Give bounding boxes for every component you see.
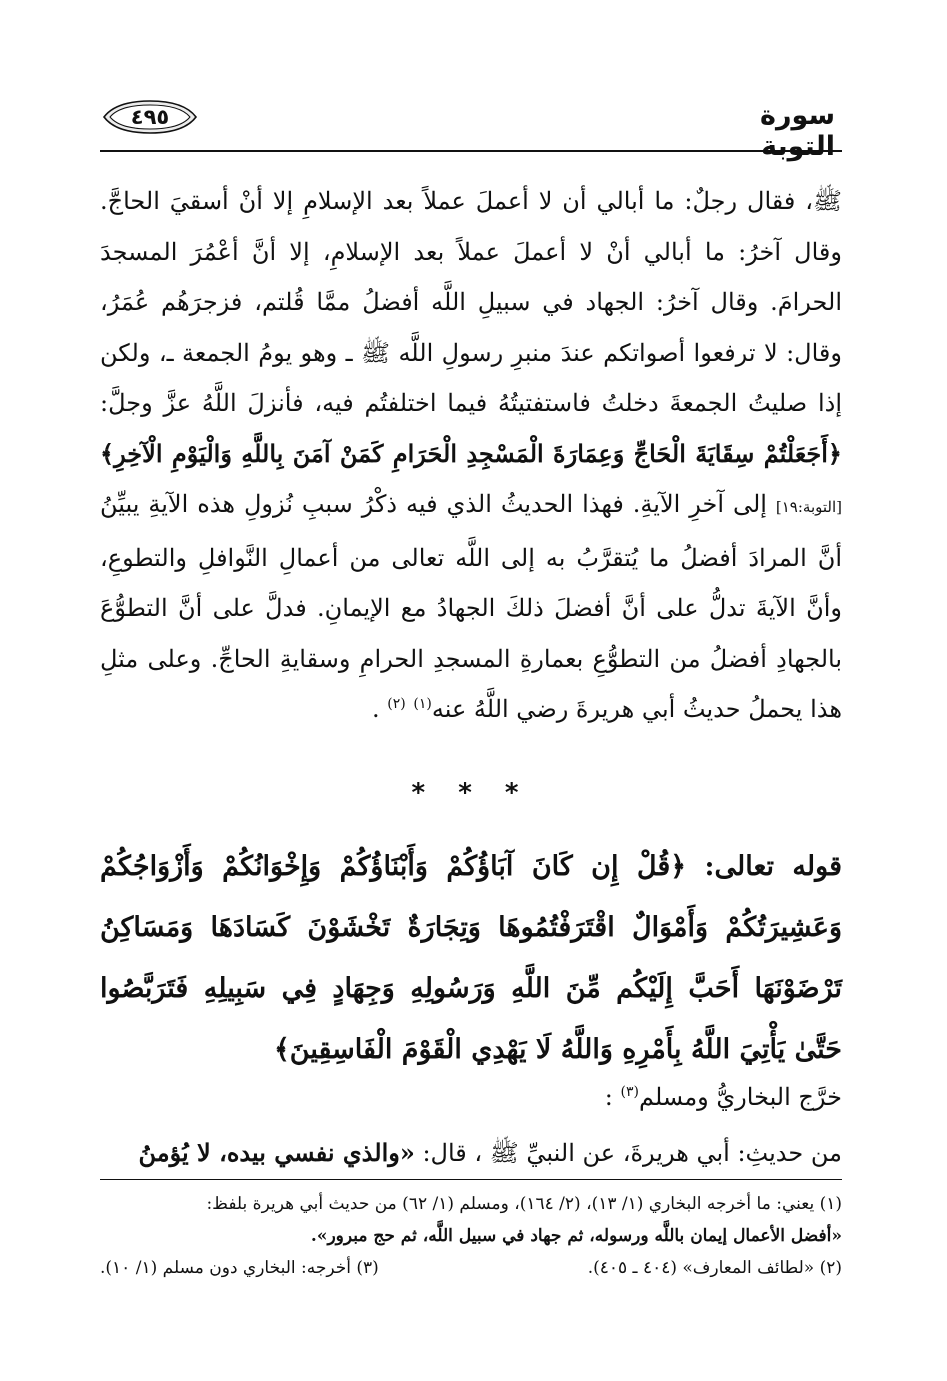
verse-block	[100, 836, 842, 1080]
quran-quote-tawbah-19: ﴿أَجَعَلْتُمْ سِقَايَةَ الْحَاجِّ وَعِمَارَةَ الْمَسْجِدِ الْحَرَامِ كَمَنْ آمَنَ بِاللَّهِ وَالْيَوْمِ الْآخِرِ﴾	[100, 438, 842, 468]
narration-block	[100, 1072, 842, 1178]
page-number: ٤٩٥	[130, 105, 170, 129]
hadith-intro: من حديثِ: أبي هريرةَ، عن النبيِّ ﷺ ، قال:	[414, 1139, 842, 1167]
footnote-marker-2: (٢)	[387, 696, 406, 712]
footnote-row	[100, 1252, 842, 1284]
main-paragraph	[100, 176, 842, 735]
footnote-marker-3: (٣)	[620, 1084, 639, 1100]
verse-reference: [التوبة:١٩]	[775, 498, 842, 516]
verse-intro: قوله تعالى:	[686, 851, 842, 882]
surah-title: سورة التوبة	[760, 100, 835, 162]
quran-verse: ﴿قُلْ إِن كَانَ آبَاؤُكُمْ وَأَبْنَاؤُكُمْ وَإِخْوَانُكُمْ وَأَزْوَاجُكُمْ وَعَشِيرَتُكُمْ وَأَمْوَالٌ اقْتَرَفْتُمُوهَا وَتِجَارَةٌ تَخْشَوْنَ كَسَادَهَا وَمَسَاكِنُ تَرْضَوْنَهَا أَحَبَّ إِلَيْكُم مِّنَ اللَّهِ وَرَسُولِهِ وَجِهَادٍ فِي سَبِيلِهِ فَتَرَبَّصُوا حَتَّىٰ يَأْتِيَ اللَّهُ بِأَمْرِهِ وَاللَّهُ لَا يَهْدِي الْقَوْمَ الْفَاسِقِينَ﴾	[100, 851, 842, 1065]
footnotes	[100, 1188, 842, 1284]
footnote-1-quote: «أفضل الأعمال إيمان باللَّه ورسوله، ثم جهاد في سبيل اللَّه، ثم حج مبرور».	[310, 1226, 842, 1246]
footnote-1: (١) يعني: ما أخرجه البخاري (١/ ١٣)، (٢/ ١٦٤)، ومسلم (١/ ٦٢) من حديث أبي هريرة بلفظ:	[206, 1194, 842, 1214]
hadith-quote: «والذي نفسي بيده، لا يُؤمنُ	[138, 1138, 415, 1167]
footnote-3: (٣) أخرجه: البخاري دون مسلم (١/ ١٠).	[100, 1258, 379, 1278]
paragraph-end: .	[371, 695, 388, 723]
paragraph-text-2: إلى آخرِ الآيةِ. فهذا الحديثُ الذي فيه ذكْرُ سببِ نُزولِ هذه الآيةِ يبيِّنُ أنَّ المرادَ أفضلُ ما يُتقرَّبُ به إلى اللَّه تعالى من أعمالِ النَّوافلِ والتطوعِ، وأنَّ الآيةَ تدلُّ على أنَّ أفضلَ ذلكَ الجهادُ مع الإيمانِ. فدلَّ على أنَّ التطوُّعَ بالجهادِ أفضلُ من التطوُّعِ بعمارةِ المسجدِ الحرامِ وسقايةِ الحاجِّ. وعلى مثلِ هذا يحملُ حديثُ أبي هريرةَ رضي اللَّهُ عنه	[100, 490, 842, 723]
footnote-marker-1: (١)	[413, 696, 432, 712]
narration-end: :	[604, 1083, 621, 1111]
section-separator: * * *	[411, 778, 531, 808]
paragraph-text-1: ﷺ، فقال رجلٌ: ما أبالي أن لا أعملَ عملاً بعد الإسلامِ إلا أنْ أسقيَ الحاجَّ. وقال آخرُ: ما أبالي أنْ لا أعملَ عملاً بعد الإسلامِ، إلا أنَّ أعْمُرَ المسجدَ الحرامَ. وقال آخرُ: الجهاد في سبيلِ اللَّه أفضلُ ممَّا قُلتم، فزجرَهُم عُمَرُ، وقال: لا ترفعوا أصواتكم عندَ منبرِ رسولِ اللَّه ﷺ ـ وهو يومُ الجمعة ـ، ولكن إذا صليتُ الجمعةَ دخلتُ فاستفتيتُهُ فيما اختلفتُم فيه، فأنزلَ اللَّهُ عزَّ وجلَّ:	[100, 187, 842, 417]
footnote-2: (٢) «لطائف المعارف» (٤٠٤ ـ ٤٠٥).	[587, 1258, 842, 1278]
header-divider	[100, 150, 842, 152]
footnote-divider	[100, 1179, 842, 1180]
narration-text: خرَّج البخاريُّ ومسلم	[638, 1083, 842, 1111]
